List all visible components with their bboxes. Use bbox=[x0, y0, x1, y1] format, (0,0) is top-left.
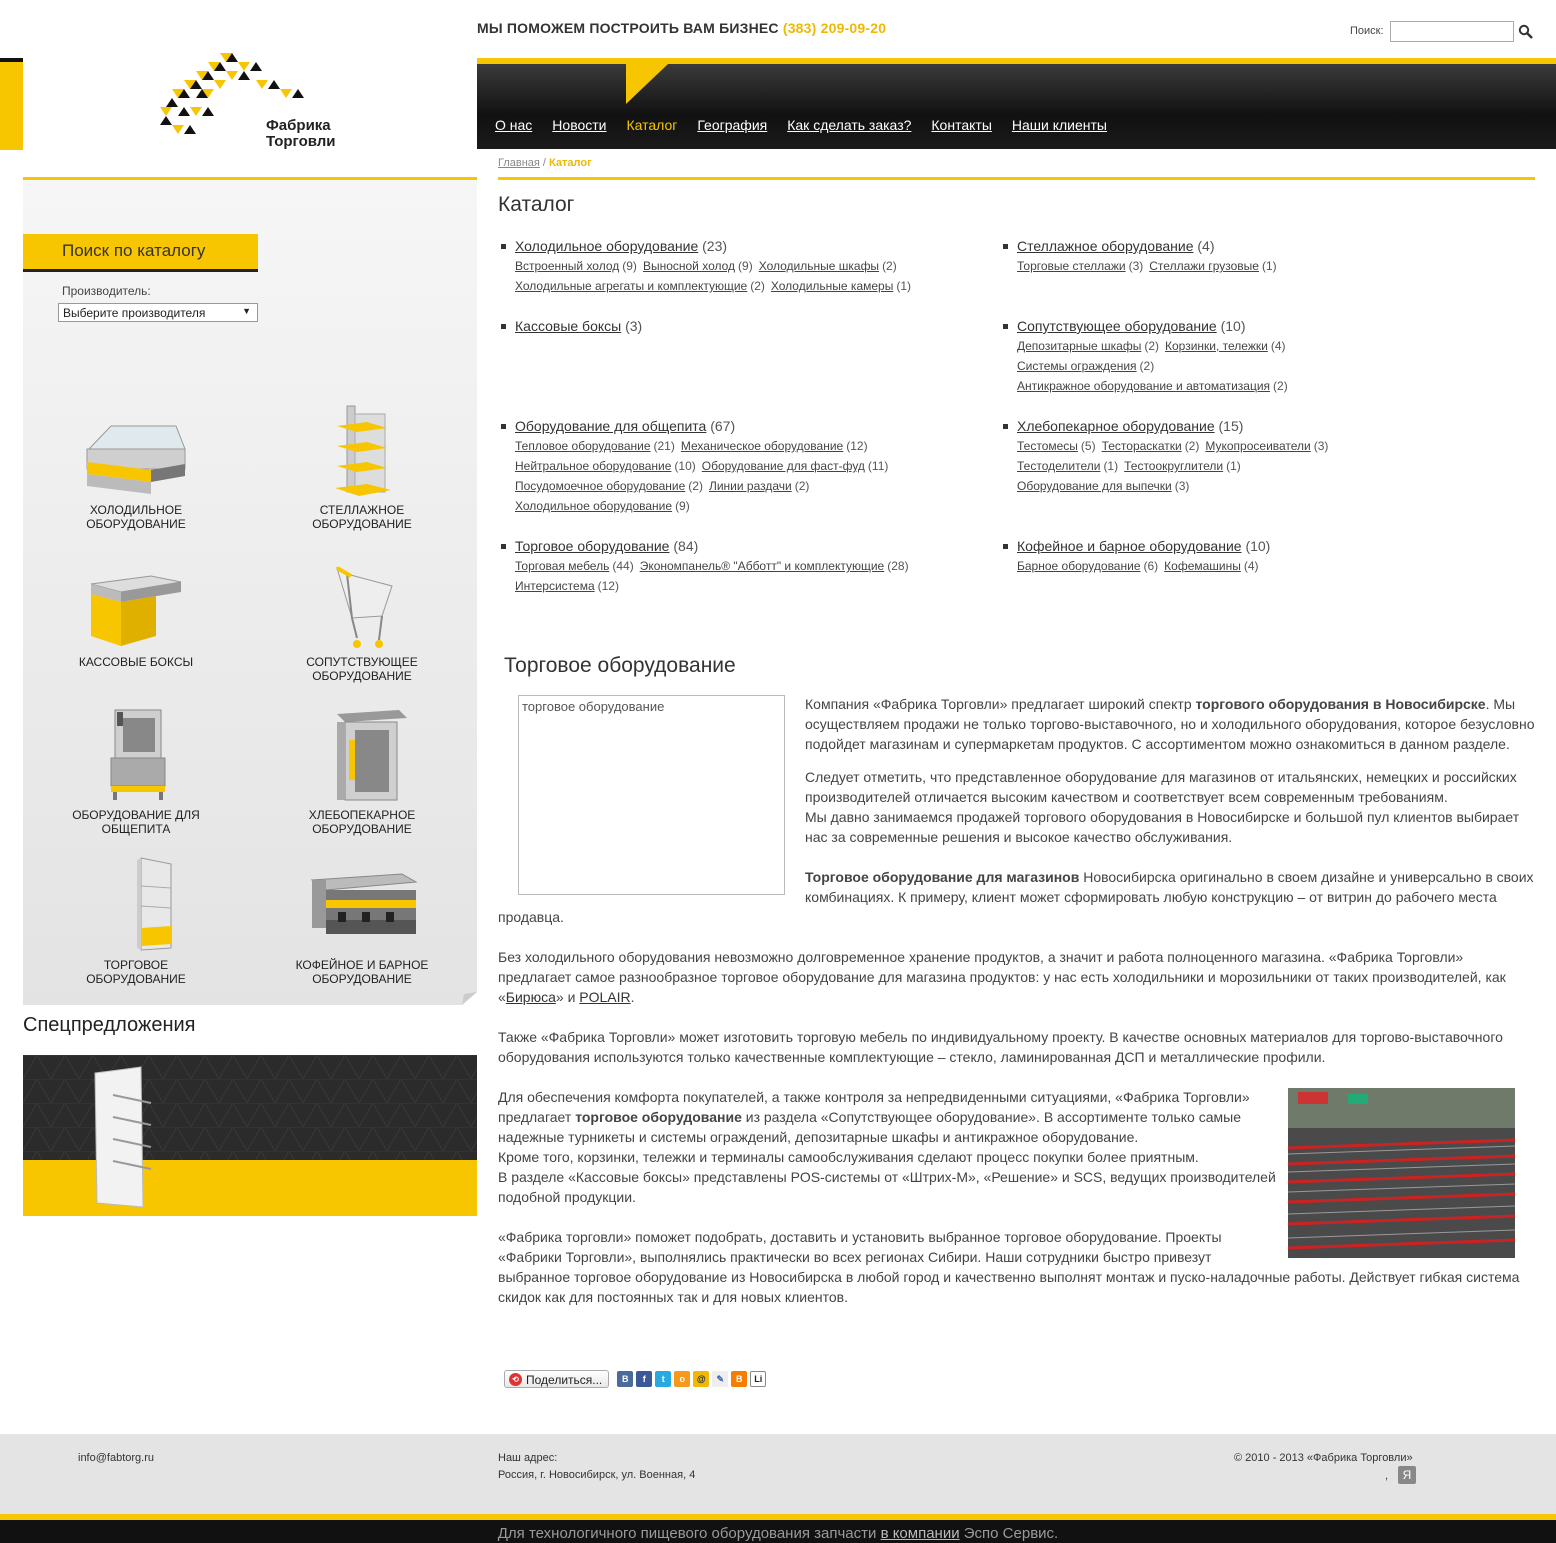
catalog-subcategory-count: (2) bbox=[1139, 359, 1155, 373]
catalog-category-link[interactable]: Стеллажное оборудование bbox=[1017, 238, 1194, 254]
text-span: Для технологичного пищевого оборудования запчасти bbox=[497, 1525, 881, 1542]
catalog-subcategory-row bbox=[1017, 336, 1294, 356]
text-span: Компания «Фабрика Торговли» предлагает широкий спектр bbox=[805, 696, 1196, 712]
catalog-subcategory-link[interactable]: Тестомесы bbox=[1017, 439, 1078, 453]
blogger-icon[interactable]: B bbox=[731, 1371, 747, 1387]
breadcrumb-separator: / bbox=[539, 157, 550, 169]
catalog-subcategory-count: (2) bbox=[1184, 439, 1200, 453]
display-rack-icon bbox=[81, 856, 191, 954]
catalog-subcategory-link[interactable]: Нейтральное оборудование bbox=[515, 459, 672, 473]
catalog-subcategory-count: (1) bbox=[1103, 459, 1119, 473]
catalog-category bbox=[1017, 536, 1270, 576]
article-image-broken bbox=[518, 695, 785, 895]
tile-label-line2: ОБОРУДОВАНИЕ bbox=[312, 517, 412, 531]
catalog-subcategory-link[interactable]: Стеллажи грузовые bbox=[1149, 259, 1259, 273]
catalog-category-count: (10) bbox=[1220, 318, 1246, 334]
bold-text: торговое оборудование bbox=[575, 1109, 742, 1125]
catalog-category-header bbox=[1017, 316, 1294, 336]
catalog-subcategory-link[interactable]: Тестораскатки bbox=[1101, 439, 1182, 453]
catalog-category-header bbox=[515, 416, 894, 436]
catalog-subcategory-count: (2) bbox=[750, 279, 765, 293]
tile-label-line1: СТЕЛЛАЖНОЕ bbox=[319, 503, 405, 517]
text-span: Следует отметить, что представленное оборудование для магазинов от итальянских, немецких и российских производителей отличается высоким качеством и соответствует всем современным требованиям. bbox=[805, 769, 1517, 805]
catalog-subcategory-link[interactable]: Торговая мебель bbox=[515, 559, 610, 573]
catalog-subcategory-link[interactable]: Тестоделители bbox=[1017, 459, 1101, 473]
catalog-subcategory-link[interactable]: Линии раздачи bbox=[708, 479, 792, 493]
catalog-category-count: (4) bbox=[1197, 238, 1215, 254]
text-span: Кроме того, корзинки, тележки и терминалы самообслуживания сделают процесс покупки более приятным. bbox=[498, 1149, 1199, 1165]
specials-banner[interactable] bbox=[23, 1055, 477, 1216]
catalog-subcategory-link[interactable]: Холодильные агрегаты и комплектующие bbox=[515, 279, 748, 293]
catalog-subcategory-row bbox=[515, 276, 917, 296]
catalog-category-link[interactable]: Торговое оборудование bbox=[515, 538, 670, 554]
breadcrumb-home[interactable]: Главная bbox=[498, 157, 540, 169]
footer-address-heading: Наш адрес: bbox=[498, 1452, 558, 1464]
catalog-subcategory-row bbox=[1017, 476, 1334, 496]
text-span: Мы давно занимаемся продажей торгового оборудования в Новосибирске и большой пул клиентов выбирает нас за современные решения и высокое качество обслуживания. bbox=[805, 809, 1520, 845]
catalog-subcategory-count: (2) bbox=[794, 479, 810, 493]
manufacturer-select[interactable] bbox=[58, 303, 258, 322]
specials-title: Спецпредложения bbox=[23, 1014, 196, 1036]
catalog-category-header bbox=[1017, 536, 1270, 556]
catalog-subcategory-link[interactable]: Холодильное оборудование bbox=[515, 499, 673, 513]
text-span: » и bbox=[555, 989, 580, 1005]
catalog-subcategory-row bbox=[1017, 376, 1294, 396]
combi-oven-icon bbox=[81, 706, 191, 804]
catalog-subcategory-count: (12) bbox=[846, 439, 868, 453]
catalog-subcategory-count: (9) bbox=[675, 499, 690, 513]
catalog-category-count: (67) bbox=[710, 418, 736, 434]
catalog-subcategory-count: (9) bbox=[622, 259, 637, 273]
text-span: . Мы осуществляем продажи не только торгово-выставочного, но и холодильного оборудования, которое безусловно подойдет магазинам и супермаркетам продуктов. С ассортиментом можно ознакомиться в данном разделе. bbox=[805, 696, 1535, 752]
catalog-title: Каталог bbox=[498, 193, 575, 216]
search-icon bbox=[1518, 24, 1534, 40]
sidebar-tile-bakery[interactable] bbox=[272, 706, 452, 836]
catalog-subcategory-row bbox=[515, 476, 894, 496]
sidebar-tile-shelving[interactable] bbox=[272, 404, 452, 531]
livejournal-icon[interactable]: ✎ bbox=[712, 1371, 728, 1387]
search-button[interactable] bbox=[1518, 24, 1534, 40]
text-span: Эспо Сервис. bbox=[959, 1525, 1059, 1542]
nav-item-about[interactable]: О нас bbox=[495, 117, 533, 133]
catalog-category-header bbox=[515, 236, 917, 256]
bold-text: торгового оборудования в Новосибирске bbox=[1195, 696, 1486, 712]
sidebar-corner-fold bbox=[462, 992, 477, 1005]
catalog-subcategory-link[interactable]: Холодильные шкафы bbox=[758, 259, 880, 273]
catalog-subcategory-link[interactable]: Мукопросеиватели bbox=[1205, 439, 1311, 453]
footer-email[interactable]: info@fabtorg.ru bbox=[78, 1452, 154, 1464]
catalog-subcategory-link[interactable]: Выносной холод bbox=[642, 259, 736, 273]
search-input[interactable] bbox=[1390, 21, 1514, 42]
nav-item-how-to-order[interactable]: Как сделать заказ? bbox=[787, 117, 912, 133]
catalog-category-count: (23) bbox=[702, 238, 728, 254]
logo-text-line2: Торговли bbox=[266, 133, 336, 150]
catalog-subcategory-row bbox=[515, 256, 917, 276]
catalog-category-count: (15) bbox=[1218, 418, 1244, 434]
espresso-machine-icon bbox=[302, 856, 422, 954]
vkontakte-icon[interactable]: В bbox=[617, 1371, 633, 1387]
catalog-subcategory-link[interactable]: Оборудование для фаст-фуд bbox=[701, 459, 865, 473]
catalog-subcategory-link[interactable]: Тепловое оборудование bbox=[515, 439, 651, 453]
catalog-category-count: (3) bbox=[625, 318, 643, 334]
polair-link[interactable]: POLAIR bbox=[579, 989, 631, 1005]
sidebar-tile-coffee[interactable] bbox=[272, 856, 452, 986]
breadcrumb-divider bbox=[498, 177, 1535, 180]
odnoklassniki-icon[interactable]: о bbox=[674, 1371, 690, 1387]
sidebar-tile-refrigeration[interactable] bbox=[46, 404, 226, 531]
shopping-carts-photo bbox=[1288, 1088, 1515, 1258]
catalog-subcategory-count: (1) bbox=[1226, 459, 1241, 473]
catalog-subcategory-count: (11) bbox=[867, 459, 889, 473]
nav-item-geography[interactable]: География bbox=[697, 117, 768, 133]
catalog-category-header bbox=[1017, 416, 1334, 436]
catalog-subcategory-link[interactable]: Корзинки, тележки bbox=[1165, 339, 1268, 353]
catalog-search-title: Поиск по каталогу bbox=[62, 241, 206, 260]
catalog-category bbox=[1017, 416, 1334, 496]
share-label: Поделиться... bbox=[526, 1372, 603, 1387]
tile-label-line1: ХОЛОДИЛЬНОЕ bbox=[89, 503, 183, 517]
catalog-subcategory-count: (44) bbox=[612, 559, 634, 573]
catalog-category-header bbox=[515, 536, 915, 556]
catalog-subcategory-link[interactable]: Посудомоечное оборудование bbox=[515, 479, 686, 493]
catalog-subcategory-count: (6) bbox=[1143, 559, 1159, 573]
catalog-subcategory-count: (3) bbox=[1313, 439, 1329, 453]
tile-label-line1: КОФЕЙНОЕ И БАРНОЕ bbox=[295, 958, 429, 972]
bold-text: Торговое оборудование для магазинов bbox=[805, 869, 1080, 885]
search-label: Поиск: bbox=[1350, 25, 1384, 37]
breadcrumb bbox=[498, 157, 592, 169]
catalog-subcategory-link[interactable]: Экономпанель® "Абботт" и комплектующие bbox=[639, 559, 885, 573]
catalog-subcategory-row bbox=[1017, 556, 1270, 576]
header-phone[interactable]: (383) 209-09-20 bbox=[782, 20, 887, 36]
catalog-subcategory-row bbox=[1017, 256, 1283, 276]
article-paragraph bbox=[498, 947, 1538, 1007]
catalog-subcategory-row bbox=[515, 576, 915, 596]
sidebar-tile-trade[interactable] bbox=[46, 856, 226, 986]
catalog-category-count: (10) bbox=[1245, 538, 1271, 554]
catalog-category-count: (84) bbox=[673, 538, 699, 554]
catalog-subcategory-count: (5) bbox=[1080, 439, 1096, 453]
catalog-category-link[interactable]: Кассовые боксы bbox=[515, 318, 622, 334]
catalog-subcategory-count: (21) bbox=[653, 439, 675, 453]
footer-bottom-note bbox=[0, 1524, 1556, 1543]
tile-label-line2: ОБОРУДОВАНИЕ bbox=[86, 972, 186, 986]
breadcrumb-current: Каталог bbox=[549, 157, 592, 169]
text-span: Для обеспечения комфорта покупателей, а также контроля за непредвиденными ситуациями, «Фабрика Торговли» предлагает bbox=[498, 1089, 1250, 1125]
twitter-icon[interactable]: t bbox=[655, 1371, 671, 1387]
catalog-subcategory-count: (2) bbox=[688, 479, 703, 493]
catalog-subcategory-link[interactable]: Тестоокруглители bbox=[1124, 459, 1224, 473]
catalog-category-header bbox=[515, 316, 642, 336]
catalog-category-link[interactable]: Сопутствующее оборудование bbox=[1017, 318, 1217, 334]
catalog-subcategory-count: (2) bbox=[1273, 379, 1288, 393]
logo-text-line1: Фабрика bbox=[266, 117, 331, 134]
yandex-icon[interactable]: Я bbox=[1398, 1466, 1416, 1484]
catalog-subcategory-row bbox=[515, 556, 915, 576]
catalog-category bbox=[515, 236, 917, 296]
sidebar-tile-accessories[interactable] bbox=[272, 566, 452, 683]
bakery-oven-icon bbox=[307, 706, 417, 804]
image-alt-text: торговое оборудование bbox=[522, 699, 665, 714]
fridge-showcase-icon bbox=[81, 404, 191, 499]
catalog-subcategory-link[interactable]: Интерсистема bbox=[515, 579, 595, 593]
liveinternet-icon[interactable]: Li bbox=[750, 1371, 766, 1387]
sidebar-tile-checkout[interactable] bbox=[46, 566, 226, 669]
footer-accent-bar bbox=[0, 1514, 1556, 1524]
text-span: «Фабрика торговли» поможет подобрать, доставить и установить выбранное торговое оборудование. Проекты «Фабрики Торговли», выполнялись практически во всех регионах Сибири. Наши сотрудники быстро привезут выбранное торговое оборудование из Новосибирска в любой город и качественно выполнят монтаж и пуско-наладочные работы. Действует гибкая система скидок как для постоянных так и для новых клиентов. bbox=[498, 1229, 1520, 1305]
catalog-subcategory-row bbox=[1017, 436, 1334, 456]
catalog-subcategory-count: (9) bbox=[738, 259, 753, 273]
catalog-subcategory-row bbox=[515, 496, 894, 516]
catalog-category bbox=[515, 416, 894, 516]
tile-label-line1: ТОРГОВОЕ bbox=[103, 958, 169, 972]
share-button[interactable] bbox=[504, 1370, 609, 1388]
nav-item-clients[interactable]: Наши клиенты bbox=[1011, 117, 1107, 133]
footer-address: Россия, г. Новосибирск, ул. Военная, 4 bbox=[498, 1469, 696, 1481]
catalog-subcategory-link[interactable]: Оборудование для выпечки bbox=[1017, 479, 1172, 493]
catalog-category-header bbox=[1017, 236, 1283, 256]
article-title: Торговое оборудование bbox=[504, 654, 736, 677]
catalog-subcategory-link[interactable]: Антикражное оборудование и автоматизация bbox=[1017, 379, 1271, 393]
catalog-category bbox=[1017, 316, 1294, 396]
nav-item-contacts[interactable]: Контакты bbox=[931, 117, 992, 133]
checkout-counter-icon bbox=[81, 566, 191, 651]
footer-comma: , bbox=[1385, 1470, 1389, 1482]
catalog-subcategory-link[interactable]: Механическое оборудование bbox=[680, 439, 844, 453]
catalog-subcategory-link[interactable]: Холодильные камеры bbox=[770, 279, 894, 293]
catalog-subcategory-link[interactable]: Кофемашины bbox=[1164, 559, 1241, 573]
tile-label-line1: ХЛЕБОПЕКАРНОЕ bbox=[308, 808, 416, 822]
catalog-subcategory-count: (2) bbox=[882, 259, 897, 273]
tile-label-line2: ОБОРУДОВАНИЕ bbox=[312, 822, 412, 836]
catalog-subcategory-count: (1) bbox=[896, 279, 912, 293]
catalog-category bbox=[515, 316, 642, 336]
catalog-subcategory-count: (1) bbox=[1261, 259, 1277, 273]
catalog-subcategory-count: (12) bbox=[597, 579, 619, 593]
espo-service-link[interactable]: в компании bbox=[880, 1525, 960, 1542]
footer-copyright: © 2010 - 2013 «Фабрика Торговли» bbox=[1234, 1452, 1413, 1464]
text-span: Новосибирска оригинально в своем дизайне и универсально в своих комбинациях. К примеру, клиент может сформировать любую конструкцию – от витрин до рабочего места продавца. bbox=[498, 869, 1534, 925]
facebook-icon[interactable]: f bbox=[636, 1371, 652, 1387]
tile-label-line2: ОБЩЕПИТА bbox=[101, 822, 171, 836]
manufacturer-label: Производитель: bbox=[62, 284, 151, 298]
tile-label-line2: ОБОРУДОВАНИЕ bbox=[86, 517, 186, 531]
article-paragraph bbox=[498, 1027, 1538, 1067]
catalog-category bbox=[515, 536, 915, 596]
catalog-subcategory-link[interactable]: Депозитарные шкафы bbox=[1017, 339, 1142, 353]
catalog-subcategory-count: (4) bbox=[1270, 339, 1286, 353]
nav-item-catalog[interactable]: Каталог bbox=[626, 117, 678, 133]
text-span: В разделе «Кассовые боксы» представлены POS-системы от «Штрих-М», «Решение» и SCS, ведущих производителей подобной продукции. bbox=[498, 1169, 1276, 1205]
catalog-subcategory-row bbox=[1017, 456, 1334, 476]
tile-label-line1: КАССОВЫЕ БОКСЫ bbox=[78, 655, 194, 669]
shopping-cart-icon bbox=[307, 566, 417, 651]
catalog-subcategory-count: (4) bbox=[1243, 559, 1259, 573]
catalog-subcategory-row bbox=[515, 436, 894, 456]
nav-flag-decoration bbox=[626, 64, 668, 104]
sidebar-tile-catering[interactable] bbox=[46, 706, 226, 836]
catalog-subcategory-count: (3) bbox=[1174, 479, 1190, 493]
tile-label-line1: СОПУТСТВУЮЩЕЕ bbox=[306, 655, 418, 669]
catalog-subcategory-link[interactable]: Системы ограждения bbox=[1017, 359, 1137, 373]
share-icon: ⟲ bbox=[509, 1373, 522, 1386]
text-span: из раздела «Сопутствующее оборудование». В ассортименте только самые надежные турникеты и системы ограждений, депозитарные шкафы и антикражное оборудование. bbox=[498, 1109, 1241, 1145]
share-bar bbox=[504, 1370, 766, 1388]
catalog-subcategory-link[interactable]: Встроенный холод bbox=[515, 259, 620, 273]
catalog-category-link[interactable]: Хлебопекарное оборудование bbox=[1017, 418, 1215, 434]
logo[interactable] bbox=[150, 48, 360, 153]
tile-label-line2: ОБОРУДОВАНИЕ bbox=[312, 972, 412, 986]
manufacturer-select-value: Выберите производителя bbox=[63, 306, 206, 320]
footer bbox=[0, 1434, 1556, 1514]
catalog-subcategory-link[interactable]: Барное оборудование bbox=[1017, 559, 1141, 573]
text-span: . bbox=[630, 989, 635, 1005]
left-accent-strip bbox=[0, 58, 23, 150]
biryusa-link[interactable]: Бирюса bbox=[505, 989, 556, 1005]
mailru-icon[interactable]: @ bbox=[693, 1371, 709, 1387]
catalog-subcategory-row bbox=[515, 456, 894, 476]
chevron-down-icon: ▼ bbox=[242, 306, 251, 316]
nav-menu bbox=[495, 117, 1127, 133]
shelving-icon bbox=[307, 404, 417, 499]
tile-label-line1: ОБОРУДОВАНИЕ ДЛЯ bbox=[72, 808, 200, 822]
catalog-category bbox=[1017, 236, 1283, 276]
catalog-subcategory-count: (10) bbox=[674, 459, 696, 473]
catalog-subcategory-count: (3) bbox=[1128, 259, 1144, 273]
catalog-subcategory-link[interactable]: Торговые стеллажи bbox=[1017, 259, 1126, 273]
text-span: Без холодильного оборудования невозможно долговременное хранение продуктов, а значит и работа полноценного магазина. «Фабрика Торговли» предлагает самое разнообразное торговое оборудование для магазина продуктов: у нас есть холодильники и морозильники от таких производителей, как « bbox=[498, 949, 1506, 1005]
catalog-category-link[interactable]: Холодильное оборудование bbox=[515, 238, 699, 254]
catalog-subcategory-count: (28) bbox=[887, 559, 909, 573]
tile-label-line2: ОБОРУДОВАНИЕ bbox=[312, 669, 412, 683]
text-span: Также «Фабрика Торговли» может изготовить торговую мебель по индивидуальному проекту. В качестве основных материалов для торгово-выставочного оборудования используются только качественные комплектующие – стекло, ламинированная ДСП и металлические профили. bbox=[498, 1029, 1503, 1065]
tagline-text: МЫ ПОМОЖЕМ ПОСТРОИТЬ ВАМ БИЗНЕС bbox=[477, 20, 779, 36]
nav-item-news[interactable]: Новости bbox=[552, 117, 607, 133]
header-tagline bbox=[477, 20, 886, 36]
catalog-subcategory-count: (2) bbox=[1144, 339, 1159, 353]
catalog-category-link[interactable]: Кофейное и барное оборудование bbox=[1017, 538, 1242, 554]
catalog-subcategory-row bbox=[1017, 356, 1294, 376]
catalog-category-link[interactable]: Оборудование для общепита bbox=[515, 418, 707, 434]
